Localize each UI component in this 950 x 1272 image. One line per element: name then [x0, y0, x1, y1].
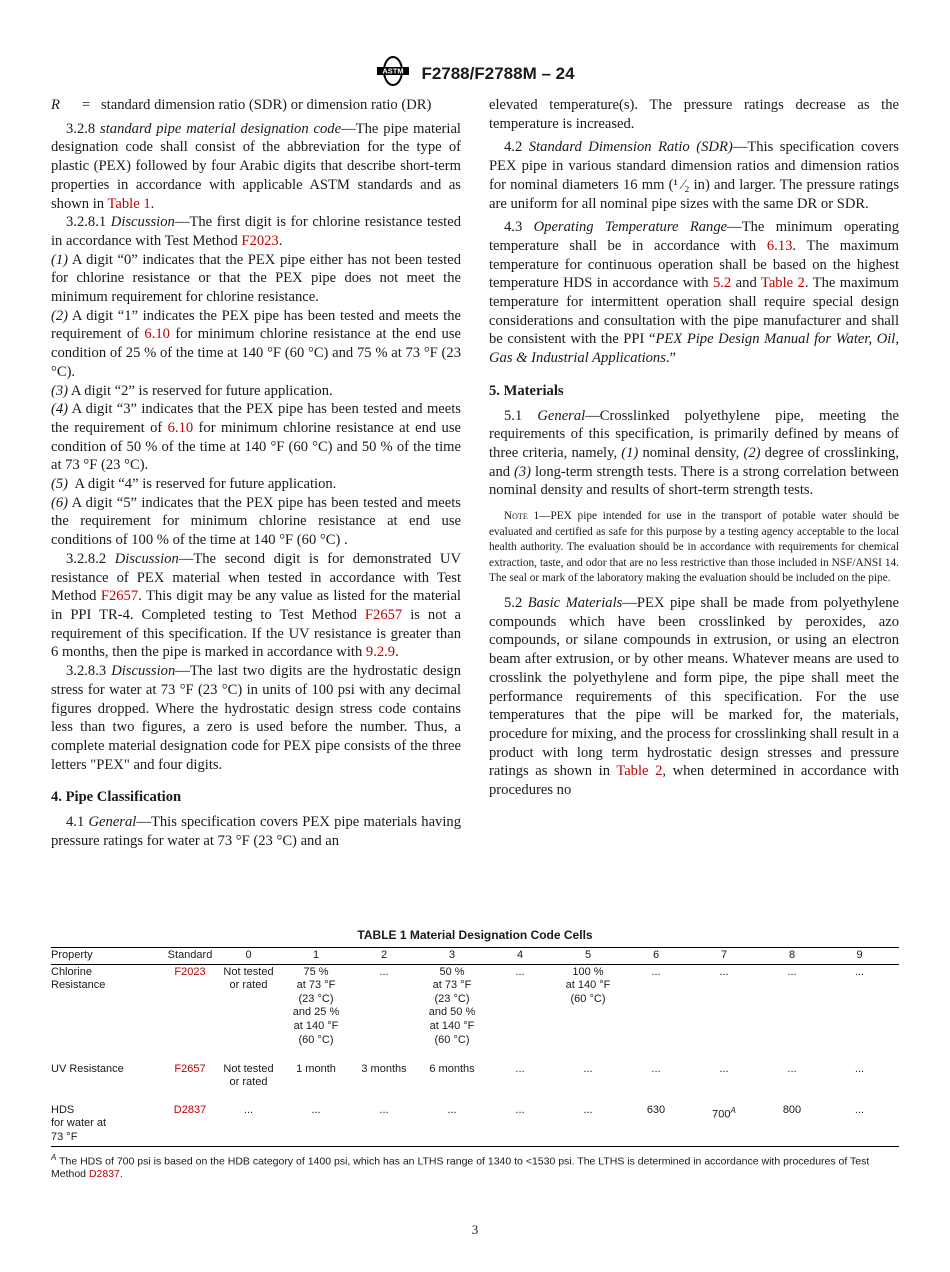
- cell: ...: [820, 1103, 899, 1147]
- astm-logo: [375, 56, 411, 91]
- table-footnote: $^A$ The HDS of 700 psi is based on the HDB category of 1400 psi, which has an LTHS range of 1340 to <1530 psi. The LTHS is determined in accordance with procedures of Test Method D2837.: [51, 1152, 870, 1181]
- col-header: 6: [628, 948, 684, 965]
- cell: HDS for water at 73 °F: [51, 1103, 159, 1147]
- col-header: 9: [820, 948, 899, 965]
- cell: ...: [276, 1103, 356, 1147]
- col-header: 2: [356, 948, 412, 965]
- section-3-2-8: 3.2.8 standard pipe material designation code—The pipe material designation code shall consist of the abbreviation for the type of plastic (PEX) followed by four Arabic digits that describe short-term properties in accordance with applicable ASTM standards and as shown in Table 1.: [51, 120, 461, 212]
- table-row: [51, 964, 899, 1062]
- cell: ...: [787, 965, 797, 978]
- cell: ...: [515, 965, 525, 978]
- cell: ...: [854, 965, 865, 978]
- col-header: 0: [221, 948, 276, 965]
- cell: ...: [548, 1103, 628, 1147]
- link-table-2[interactable]: Table 2: [760, 275, 805, 292]
- list-item-3: (3) A digit “2” is reserved for future application.: [51, 382, 333, 399]
- right-column: [489, 96, 899, 800]
- cell: ...: [221, 1103, 276, 1147]
- section-4-1: 4.1 General—This specification covers PEX pipe materials having pressure ratings for water at 73 °F (23 °C) and an: [51, 814, 461, 849]
- link-f2657[interactable]: F2657: [100, 588, 139, 605]
- cell: 1 month: [296, 1062, 336, 1075]
- section-4-3: 4.3 Operating Temperature Range—The minimum operating temperature shall be in accordance with 6.13. The maximum temperature for continuous operation shall be based on the highest temperature HDS in accordance with 5.2 and Table 2. The maximum temperature for intermittent operation shall require special design considerations and consultation with the pipe manufacturer and shall be consistent with the PPI “PEX Pipe Design Manual for Water, Oil, Gas & Industrial Applications.”: [489, 219, 899, 367]
- cell: ...: [515, 1062, 525, 1075]
- list-item-4: (4) A digit “3” indicates that the PEX pipe has been tested and meets the requirement of 6.10 for minimum chlorine resistance at end use condition of 50 % of the time at 140 °F (60 °C) and 50 % of the time at 73 °F (23 °C).: [51, 401, 461, 474]
- material-designation-table: [51, 947, 899, 1147]
- link-table-2[interactable]: Table 2: [616, 763, 663, 780]
- link-6-10[interactable]: 6.10: [167, 419, 194, 436]
- col-header: 3: [412, 948, 492, 965]
- def-text: standard dimension ratio (SDR) or dimension ratio (DR): [101, 97, 432, 113]
- cell: ...: [583, 1062, 593, 1075]
- table-header-row: [51, 948, 899, 965]
- cell: ...: [356, 1103, 412, 1147]
- cell: ...: [787, 1062, 797, 1075]
- cell-link[interactable]: D2837: [159, 1103, 221, 1147]
- logo-text: ASTM: [382, 66, 405, 76]
- cell: 630: [628, 1103, 684, 1147]
- col-header: Property: [51, 948, 159, 965]
- cell: 6 months: [429, 1062, 475, 1075]
- left-column: [51, 96, 461, 850]
- link-d2837[interactable]: D2837: [88, 1168, 120, 1181]
- continued-text: elevated temperature(s). The pressure ratings decrease as the temperature is increased.: [489, 97, 899, 132]
- standard-designation: F2788/F2788M – 24: [421, 63, 575, 83]
- link-9-2-9[interactable]: 9.2.9: [365, 644, 396, 661]
- def-symbol: R: [51, 97, 60, 113]
- cell: ...: [412, 1103, 492, 1147]
- col-header: 7: [684, 948, 764, 965]
- section-3-2-8-3: 3.2.8.3 Discussion—The last two digits are the hydrostatic design stress for water at 73 °F (23 °C) in units of 100 psi with any decimal figures dropped. Where the hydrostatic design stress code contains less than two figures, a zero is used before the number. Thus, a complete material designation code for PEX pipe consists of the three letters "PEX" and four digits.: [51, 663, 461, 773]
- link-table-1[interactable]: Table 1: [107, 195, 151, 212]
- link-f2657[interactable]: F2657: [364, 606, 403, 623]
- cell: Not tested or rated: [223, 1062, 274, 1089]
- cell: $700^A$: [684, 1103, 764, 1147]
- footnote-marker: A: [730, 1105, 736, 1115]
- heading-pipe-classification: 4. Pipe Classification: [51, 789, 182, 806]
- table-title: TABLE 1 Material Designation Code Cells: [357, 928, 593, 942]
- cell: ...: [719, 965, 729, 978]
- list-item-2: (2) A digit “1” indicates the PEX pipe has been tested and meets the requirement of 6.10 for minimum chlorine resistance at the end use condition of 25 % of the time at 140 °F (60 °C) and 75 % at 73 °F (23 °C).: [51, 307, 461, 380]
- cell: Not tested or rated: [223, 965, 274, 992]
- cell: 100 % at 140 °F (60 °C): [565, 965, 611, 1005]
- cell: ...: [719, 1062, 729, 1075]
- cell: ...: [379, 965, 389, 978]
- cell: UV Resistance: [51, 1062, 124, 1075]
- list-item-5: (5) A digit “4” is reserved for future application.: [51, 476, 337, 493]
- list-item-1: (1) A digit “0” indicates that the PEX pipe either has not been tested for chlorine resistance or that the PEX pipe does not meet the minimum requirement for chlorine resistance.: [51, 251, 461, 306]
- section-3-2-8-2: 3.2.8.2 Discussion—The second digit is for demonstrated UV resistance of PEX material when tested in accordance with Test Method F2657. This digit may be any value as listed for the material in PPI TR-4. Completed testing to Test Method F2657 is not a requirement of this specification. If the UV resistance is greater than 6 months, then the pipe is marked in accordance with 9.2.9.: [51, 550, 461, 661]
- link-5-2[interactable]: 5.2: [712, 275, 732, 292]
- cell: 800: [764, 1103, 820, 1147]
- list-item-6: (6) A digit “5” indicates that the PEX pipe has been tested and meets the requirement for minimum chlorine resistance at end use conditions of 100 % of the time at 140 °F (60 °C) .: [51, 494, 461, 549]
- cell: ...: [651, 1062, 661, 1075]
- cell: ...: [854, 1062, 865, 1075]
- cell: Chlorine Resistance: [51, 965, 106, 992]
- page-header: [0, 56, 950, 91]
- link-6-10[interactable]: 6.10: [144, 326, 170, 343]
- heading-materials: 5. Materials: [489, 382, 564, 399]
- col-header: Standard: [159, 948, 221, 965]
- cell: 50 % at 73 °F (23 °C) and 50 % at 140 °F (60 °C): [428, 965, 476, 1046]
- section-3-2-8-1: 3.2.8.1 Discussion—The first digit is for chlorine resistance tested in accordance with Test Method F2023.: [51, 214, 461, 249]
- section-5-1: 5.1 General—Crosslinked polyethylene pipe, meeting the requirements of this specification, is primarily defined by means of three criteria, namely, (1) nominal density, (2) degree of crosslinking, and (3) long-term strength tests. There is a strong correlation between nominal density and results of short-term strength tests.: [489, 407, 900, 499]
- table-row: [51, 1103, 899, 1147]
- cell-link[interactable]: F2023: [174, 965, 206, 978]
- page-number: 3: [471, 1222, 479, 1237]
- table-row: [51, 1062, 899, 1103]
- section-5-2: 5.2 Basic Materials—PEX pipe shall be made from polyethylene compounds which have been crosslinked by peroxides, azo compounds, or silane compounds in extrusion, or using an electron beam after extrusion, or by other means. Whatever means are used to crosslink the polyethylene and form pipe, the pipe shall meet the performance requirements of this specification. For the use temperatures that the pipe will be marked for, the materials, procedure for mixing, and the process for crosslinking shall result in a product with long term hydrostatic design stresses and pressure ratings as shown in Table 2, when determined in accordance with procedures no: [489, 595, 899, 799]
- note-1: Note 1—PEX pipe intended for use in the transport of potable water should be evaluated and certified as safe for this purpose by a testing agency acceptable to the local health authority. The evaluation should be in accordance with requirements for chemical extraction, taste, and odor that are no less restrictive than those included in NSF/ANSI 14. The seal or mark of the laboratory making the evaluation should be included on the pipe.: [489, 510, 899, 585]
- link-6-13[interactable]: 6.13: [766, 237, 793, 254]
- cell: ...: [492, 1103, 548, 1147]
- definition-r: [51, 96, 461, 115]
- cell: ...: [651, 965, 661, 978]
- cell: 75 % at 73 °F (23 °C) and 25 % at 140 °F (60 °C): [292, 965, 340, 1046]
- def-equals: =: [81, 97, 91, 113]
- col-header: 4: [492, 948, 548, 965]
- cell: 3 months: [361, 1062, 407, 1075]
- col-header: 8: [764, 948, 820, 965]
- table-1: [51, 928, 899, 1181]
- cell-link[interactable]: F2657: [174, 1062, 206, 1075]
- link-f2023[interactable]: F2023: [241, 232, 279, 249]
- col-header: 1: [276, 948, 356, 965]
- section-4-2: 4.2 Standard Dimension Ratio (SDR)—This specification covers PEX pipe in various standard dimension ratios and dimension ratios for nominal diameters 16 mm (¹ ⁄₂ in) and larger. The pressure ratings are uniform for all nominal pipe sizes with the same DR or SDR.: [489, 139, 899, 212]
- col-header: 5: [548, 948, 628, 965]
